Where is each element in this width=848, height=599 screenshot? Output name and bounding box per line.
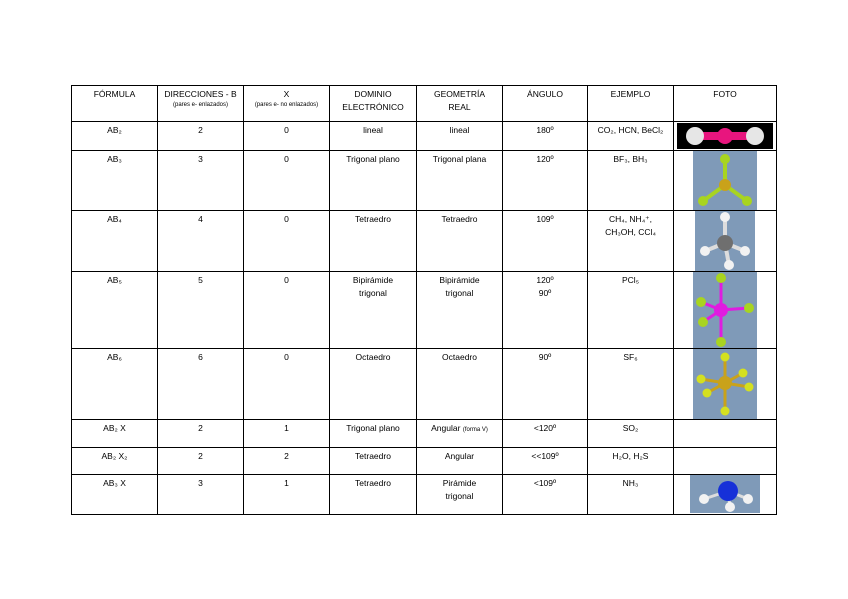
cell-x: 0 <box>244 151 330 211</box>
cell-formula: AB₆ <box>72 349 158 420</box>
cell-geometria: Angular (forma V) <box>417 420 503 448</box>
trigonal-pyramidal-molecule-icon <box>690 475 760 513</box>
cell-geometria: Pirámide trigonal <box>417 475 503 515</box>
cell-formula: AB₅ <box>72 272 158 349</box>
cell-b: 2 <box>158 420 244 448</box>
cell-ejemplo: PCl₅ <box>588 272 674 349</box>
cell-dominio: Trigonal plano <box>330 151 417 211</box>
cell-angulo: <109º <box>503 475 588 515</box>
table-row <box>72 211 777 272</box>
cell-foto <box>674 122 777 151</box>
cell-x: 1 <box>244 420 330 448</box>
cell-foto <box>674 448 777 475</box>
header-row <box>72 86 777 122</box>
cell-foto <box>674 420 777 448</box>
cell-ejemplo: SF₆ <box>588 349 674 420</box>
cell-b: 2 <box>158 122 244 151</box>
cell-formula: AB₄ <box>72 211 158 272</box>
cell-ejemplo: H₂O, H₂S <box>588 448 674 475</box>
trigonal-planar-molecule-icon <box>693 151 757 210</box>
cell-ejemplo: BF₃, BH₃ <box>588 151 674 211</box>
cell-geometria: lineal <box>417 122 503 151</box>
cell-b: 5 <box>158 272 244 349</box>
table-row <box>72 151 777 211</box>
header-ejemplo: EJEMPLO <box>588 86 674 122</box>
table-row <box>72 122 777 151</box>
cell-x: 2 <box>244 448 330 475</box>
header-x: X (pares e- no enlazados) <box>244 86 330 122</box>
cell-angulo: 90º <box>503 349 588 420</box>
cell-ejemplo: CH₄, NH₄⁺, CH₃OH, CCl₄ <box>588 211 674 272</box>
cell-formula: AB₂ <box>72 122 158 151</box>
cell-geometria: Octaedro <box>417 349 503 420</box>
cell-angulo: <120º <box>503 420 588 448</box>
cell-dominio: Tetraedro <box>330 475 417 515</box>
cell-b: 3 <box>158 151 244 211</box>
cell-foto <box>674 272 777 349</box>
cell-dominio: Tetraedro <box>330 211 417 272</box>
cell-dominio: lineal <box>330 122 417 151</box>
cell-angulo: 120º 90º <box>503 272 588 349</box>
header-dominio: DOMINIO ELECTRÓNICO <box>330 86 417 122</box>
table-row <box>72 272 777 349</box>
cell-formula: AB₂ X <box>72 420 158 448</box>
cell-dominio: Trigonal plano <box>330 420 417 448</box>
cell-x: 1 <box>244 475 330 515</box>
cell-ejemplo: CO₂, HCN, BeCl₂ <box>588 122 674 151</box>
cell-b: 4 <box>158 211 244 272</box>
table-row <box>72 448 777 475</box>
cell-geometria: Bipirámide trigonal <box>417 272 503 349</box>
header-formula: FÓRMULA <box>72 86 158 122</box>
cell-formula: AB₂ X₂ <box>72 448 158 475</box>
cell-dominio: Tetraedro <box>330 448 417 475</box>
tetrahedral-molecule-icon <box>695 211 755 271</box>
cell-b: 6 <box>158 349 244 420</box>
cell-geometria: Tetraedro <box>417 211 503 272</box>
header-foto: FOTO <box>674 86 777 122</box>
cell-dominio: Bipirámide trigonal <box>330 272 417 349</box>
cell-angulo: 180º <box>503 122 588 151</box>
header-direcciones: DIRECCIONES - B (pares e- enlazados) <box>158 86 244 122</box>
cell-ejemplo: SO₂ <box>588 420 674 448</box>
header-geometria: GEOMETRÍA REAL <box>417 86 503 122</box>
cell-angulo: <<109º <box>503 448 588 475</box>
cell-geometria: Trigonal plana <box>417 151 503 211</box>
cell-foto <box>674 349 777 420</box>
trigonal-bipyramidal-molecule-icon <box>693 272 757 348</box>
cell-dominio: Octaedro <box>330 349 417 420</box>
vsepr-table <box>71 85 777 515</box>
header-angulo: ÁNGULO <box>503 86 588 122</box>
cell-ejemplo: NH₃ <box>588 475 674 515</box>
table-row <box>72 420 777 448</box>
cell-foto <box>674 151 777 211</box>
cell-x: 0 <box>244 211 330 272</box>
table-row <box>72 349 777 420</box>
cell-angulo: 120º <box>503 151 588 211</box>
cell-b: 3 <box>158 475 244 515</box>
cell-x: 0 <box>244 349 330 420</box>
cell-b: 2 <box>158 448 244 475</box>
cell-formula: AB₃ <box>72 151 158 211</box>
table-row <box>72 475 777 515</box>
linear-molecule-icon <box>677 122 773 150</box>
cell-geometria: Angular <box>417 448 503 475</box>
cell-angulo: 109º <box>503 211 588 272</box>
cell-x: 0 <box>244 272 330 349</box>
cell-formula: AB₃ X <box>72 475 158 515</box>
cell-foto <box>674 211 777 272</box>
octahedral-molecule-icon <box>693 349 757 419</box>
cell-x: 0 <box>244 122 330 151</box>
cell-foto <box>674 475 777 515</box>
